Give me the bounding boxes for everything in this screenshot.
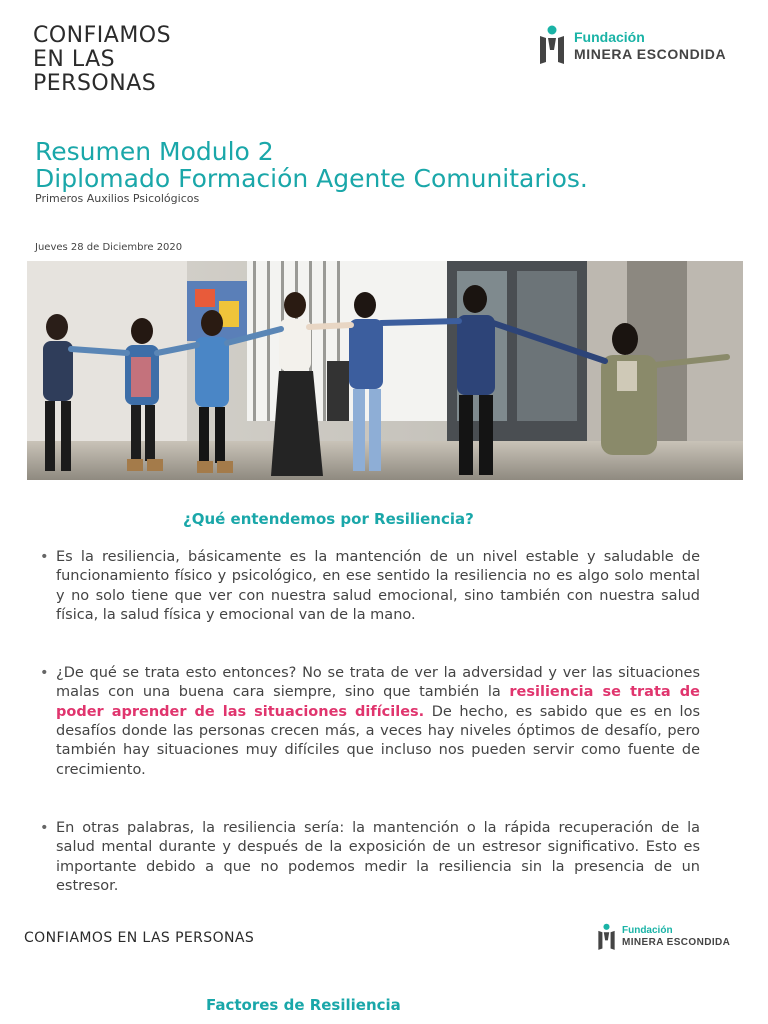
bullet-list: [40, 548, 700, 935]
foundation-name-line2: MINERA ESCONDIDA: [574, 46, 727, 62]
foundation-mark-icon: [597, 922, 616, 952]
footer-slogan: CONFIAMOS EN LAS PERSONAS: [24, 930, 255, 946]
bullet-dot-icon: •: [40, 819, 49, 836]
bullet-dot-icon: •: [40, 665, 49, 682]
document-date: Jueves 28 de Diciembre 2020: [35, 242, 183, 253]
foundation-name-line1: Fundación: [574, 29, 645, 45]
document-title-line2: Diplomado Formación Agente Comunitarios.: [35, 164, 588, 193]
list-item: [40, 548, 700, 625]
bullet-dot-icon: •: [40, 549, 49, 565]
bullet-text-before: ¿De qué se trata esto entonces? No se trata de ver la adversidad y ver las situaciones malas con una buena cara siempre, sino que también la: [56, 665, 700, 701]
group-photo-illustration: [27, 261, 743, 480]
section-heading-resiliencia: ¿Qué entendemos por Resiliencia?: [183, 510, 474, 528]
slogan-line-2: EN LAS: [33, 47, 116, 72]
slogan-logo: [33, 24, 171, 96]
foundation-mark-icon: [538, 24, 566, 66]
section-heading-factores: Factores de Resiliencia: [206, 996, 401, 1014]
list-item: [40, 664, 700, 780]
slogan-line-3: PERSONAS: [33, 71, 157, 96]
group-photo: [27, 261, 743, 480]
footer-foundation-logo: [597, 922, 747, 952]
document-subtitle: Primeros Auxilios Psicológicos: [35, 192, 200, 205]
bullet-text: Es la resiliencia, básicamente es la mantención de un nivel estable y saludable de funcionamiento físico y psicológico, en ese sentido la resiliencia no es algo solo mental y no solo tiene que ver con nuestra salud emocional, sino también con nuestra salud física, la salud física y emocional van de la mano.: [56, 549, 700, 623]
foundation-logo: [538, 24, 748, 68]
footer-foundation-line2: MINERA ESCONDIDA: [622, 937, 731, 948]
footer-foundation-line1: Fundación: [622, 925, 673, 936]
slogan-line-1: CONFIAMOS: [33, 23, 172, 48]
document-title-line1: Resumen Modulo 2: [35, 137, 274, 166]
list-item: [40, 819, 700, 896]
bullet-text-after: De hecho, es sabido que es en los desafíos donde las personas crecen más, a veces hay niveles óptimos de desafío, pero también hay situaciones muy difíciles que incluso nos pueden servir como fuente de crecimiento.: [56, 703, 700, 778]
highlighted-text: resiliencia se trata de poder aprender de las situaciones difíciles.: [56, 684, 700, 720]
bullet-text: En otras palabras, la resiliencia sería: la mantención o la rápida recuperación de la salud mental durante y después de la exposición de un estresor significativo. Esto es importante debido a que no podemos medir la resiliencia sin la presencia de un estresor.: [56, 819, 700, 894]
